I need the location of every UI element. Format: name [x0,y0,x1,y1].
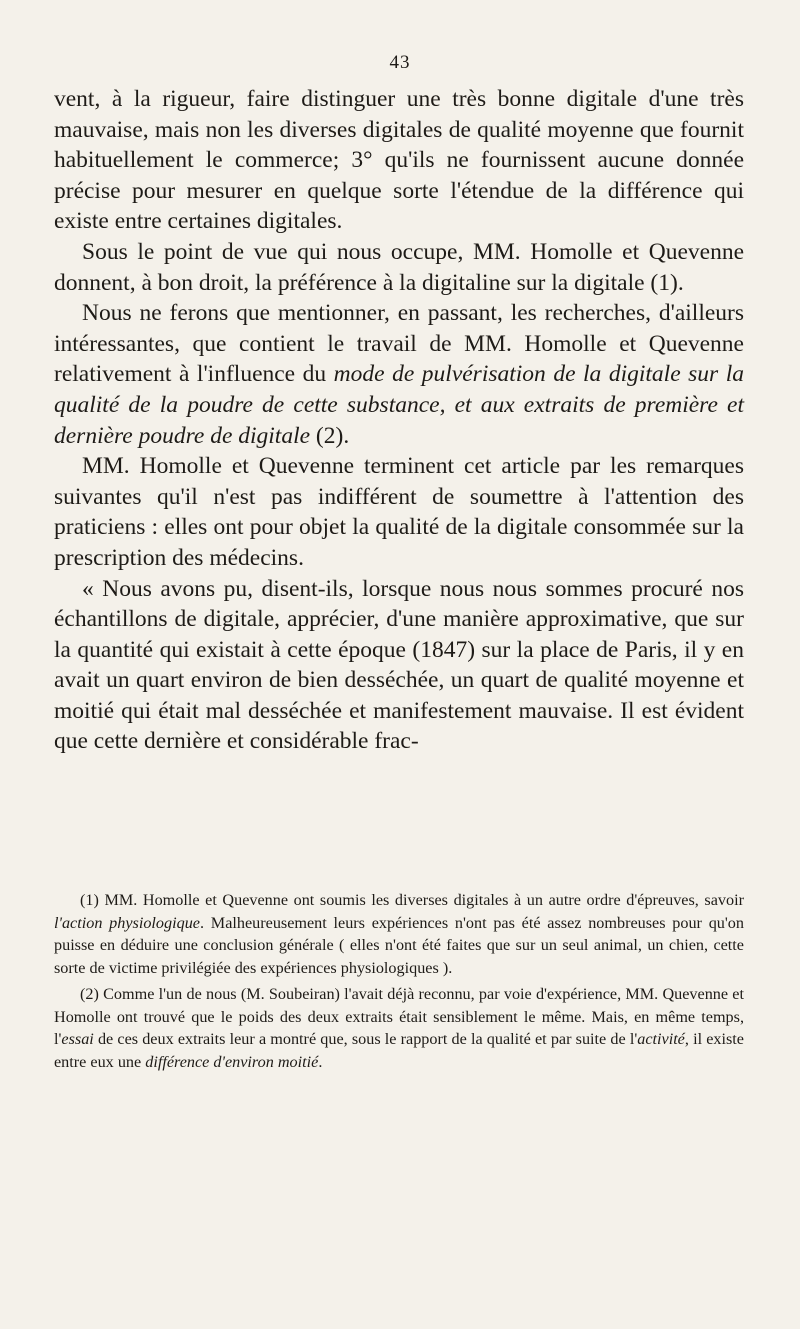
main-text [54,84,744,757]
paragraph-2: Sous le point de vue qui nous occupe, MM. Homolle et Quevenne donnent, à bon droit, la préférence à la digitaline sur la digitale (1). [54,238,744,296]
footnote-1-italic: l'action physiologique [54,913,200,932]
footnote-1-end: . Malheureusement leurs expériences n'ont pas été assez nombreuses pour qu'on puisse en déduire une conclusion générale ( elles n'ont été faites que sur un seul animal, un chien, cette sorte de victime privilégiée des expériences physiologiques ). [54,913,744,977]
paragraph-1: vent, à la rigueur, faire distinguer une très bonne digitale d'une très mauvaise, mais non les diverses digitales de qualité moyenne que fournit habituellement le commerce; 3° qu'ils ne fournissent aucune donnée précise pour mesurer en quelque sorte l'étendue de la différence qui existe entre certaines digitales. [54,86,744,235]
footnote-1-text: (1) MM. Homolle et Quevenne ont soumis les diverses digitales à un autre ordre d'épreuves, savoir [80,891,744,909]
footnote-2 [54,983,744,1073]
footnote-2-text-b: de ces deux extraits leur a montré que, sous le rapport de la qualité et par suite de l' [93,1030,638,1048]
paragraph-4: MM. Homolle et Quevenne terminent cet article par les remarques suivantes qu'il n'est pas indifférent de soumettre à l'attention des praticiens : elles ont pour objet la qualité de la digitale consommée sur la prescription des médecins. [54,453,744,571]
footnotes [54,889,744,1073]
footnote-2-italic-difference: différence d'environ moitié [145,1052,319,1071]
paragraph-3-end: (2). [310,422,350,449]
paragraph-3 [54,298,744,451]
footnote-2-end: . [318,1052,323,1071]
footnote-1 [54,889,744,979]
footnote-2-text: (2) Comme l'un de nous (M. Soubeiran) l'avait déjà reconnu, par voie d'expérience, MM. Quevenne et Homolle ont trouvé que le poids des deux extraits était sensiblement le même. Mais, en même temps, l' [54,985,744,1048]
footnote-2-text-c: , il existe entre eux une [54,1030,744,1071]
paragraph-3-italic: mode de pulvérisation de la digitale sur la qualité de la poudre de cette substance, et aux extraits de première et dernière poudre de digitale [54,361,744,449]
page-number: 43 [389,52,411,73]
paragraph-5-quote: « Nous avons pu, disent-ils, lorsque nous nous sommes procuré nos échantillons de digitale, apprécier, d'une manière approximative, que sur la quantité qui existait à cette époque (1847) sur la place de Paris, il y en avait un quart environ de bien desséchée, un quart de qualité moyenne et moitié qui était mal desséchée et manifestement mauvaise. Il est évident que cette dernière et considérable frac- [54,575,744,755]
footnote-2-italic-essai: essai [61,1030,94,1048]
footnote-2-italic-activite: activité [637,1030,685,1048]
paragraph-3-text: Nous ne ferons que mentionner, en passant, les recherches, d'ailleurs intéressantes, que contient le travail de MM. Homolle et Quevenne relativement à l'influence du [54,300,744,388]
